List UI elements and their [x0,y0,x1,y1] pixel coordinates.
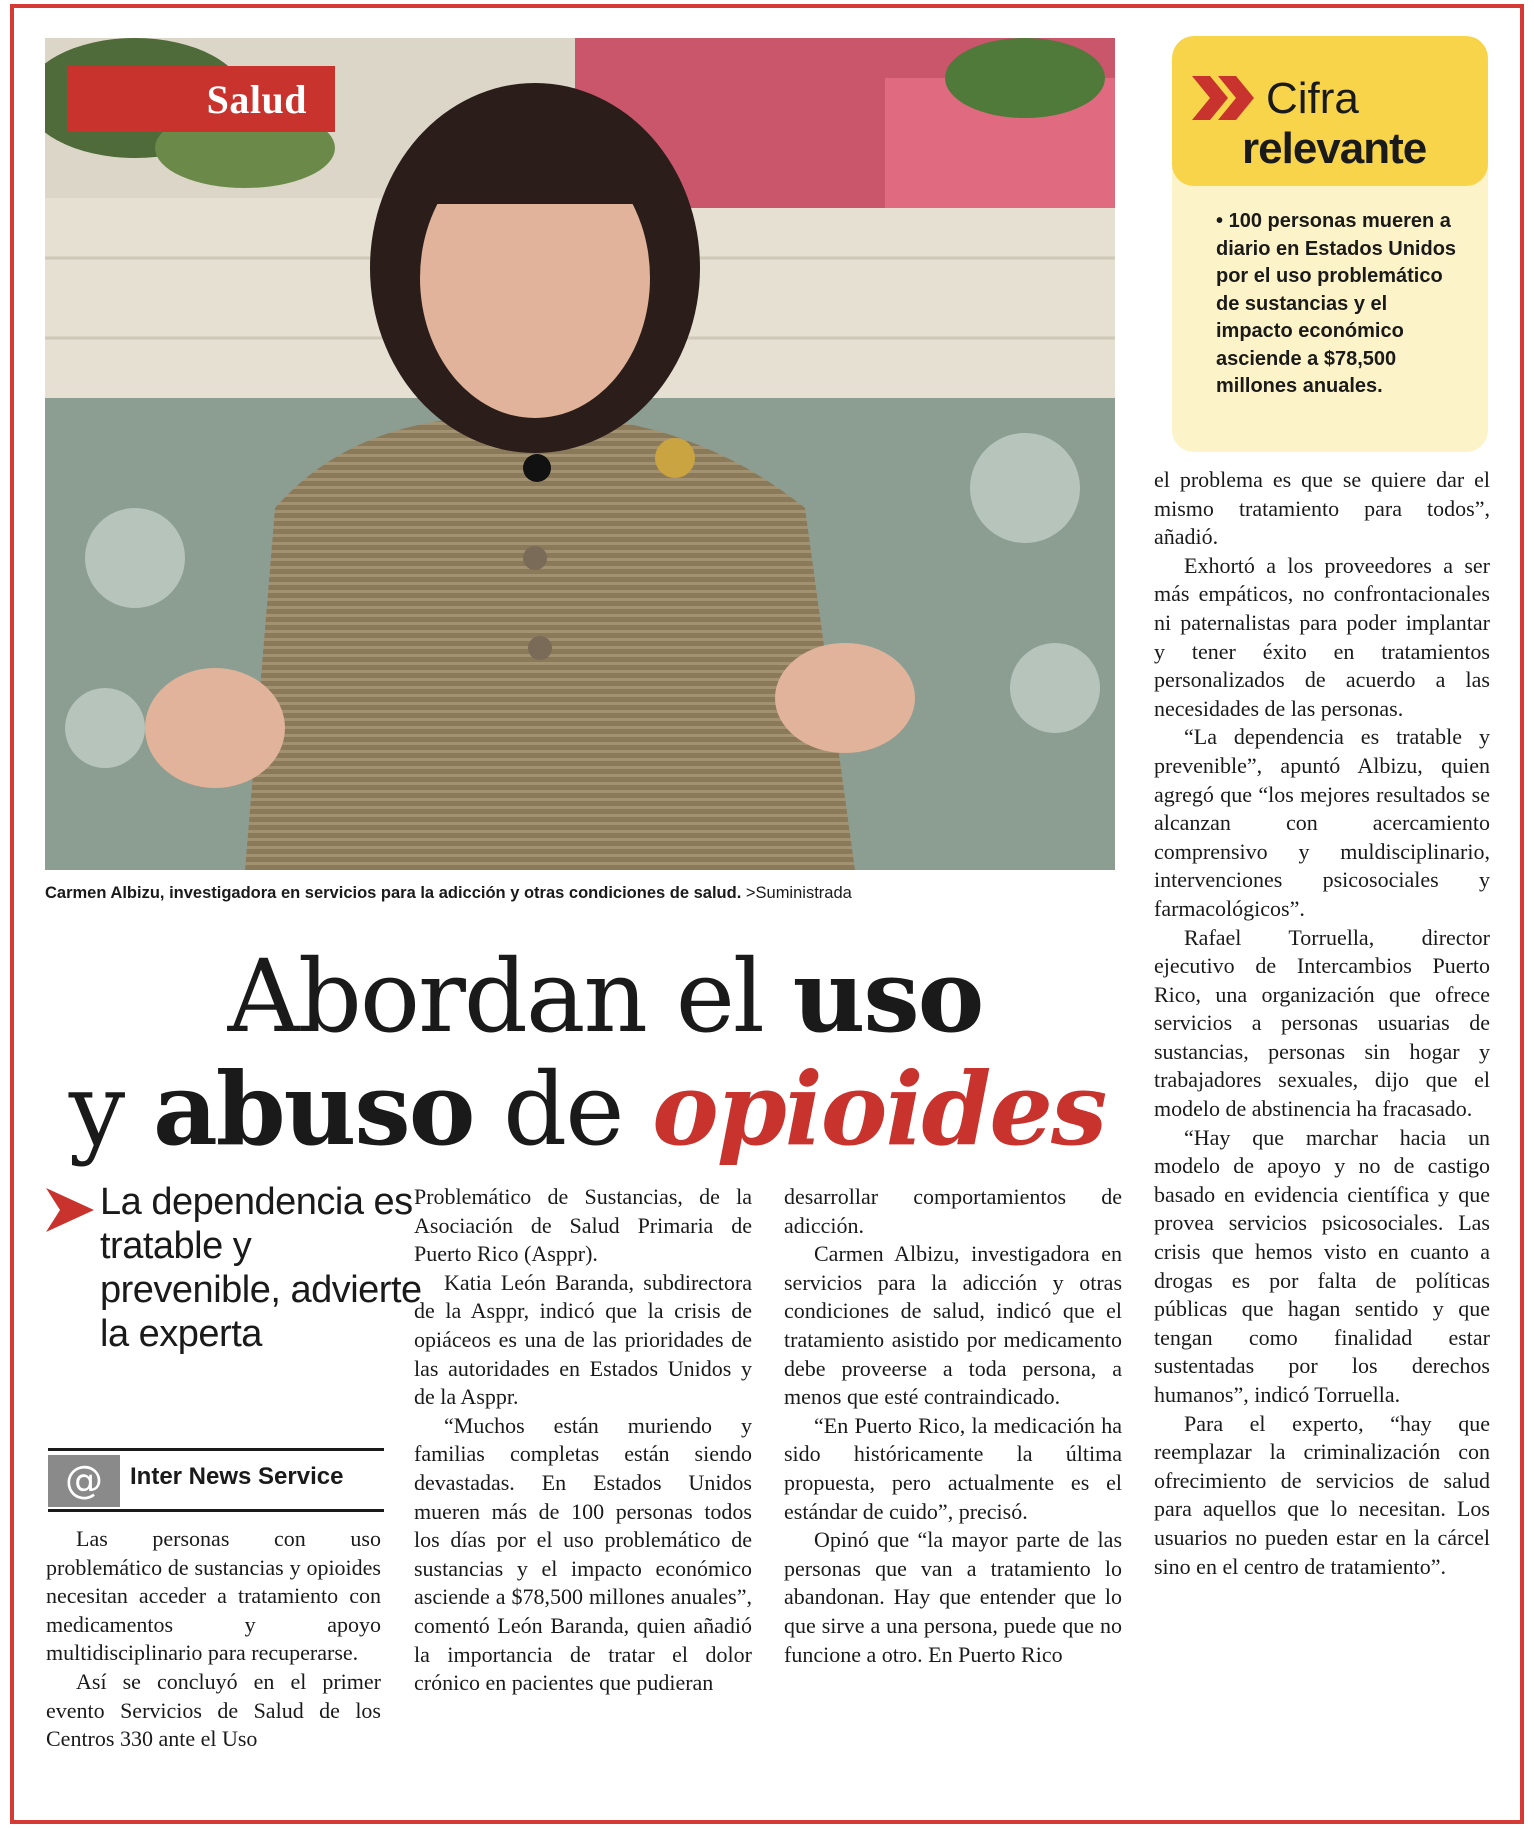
cifra-number: 100 [1228,210,1262,232]
cifra-bullet: • [1216,210,1224,232]
red-arrow-icon [46,1188,94,1232]
headline-line-2 [0,1050,1150,1168]
paragraph: Rafael Torruella, director ejecutivo de Intercambios Puerto Rico, una organización que ofrece servicios a personas usuarias de sustancias, personas sin hogar y trabajadores sexuales, dijo que el modelo de abstinencia ha fracasado. [1154,924,1490,1122]
double-chevron-icon [1192,76,1258,120]
at-icon: @ [48,1455,120,1507]
article-column-2 [414,1183,752,1698]
agency-credit [48,1448,384,1512]
headline-part: y [68,1051,153,1168]
paragraph: Opinó que “la mayor parte de las personas que van a tratamiento lo abandonan. Hay que entender que lo que sirve a una persona, puede que no funcione a otro. En Puerto Rico [784,1527,1122,1667]
headline-line-1 [0,937,1150,1055]
cifra-relevante-box [1172,36,1488,452]
subhead-text: La dependencia es tratable y prevenible, advierte la experta [100,1181,422,1355]
cifra-text-part: personas mueren a diario en Estados Unidos por el uso problemático de sustancias y el impacto económico asciende a [1216,210,1457,370]
article-column-4 [1154,466,1490,1581]
section-tag: Salud [67,66,335,132]
paragraph: “Muchos están muriendo y familias completas están siendo devastadas. En Estados Unidos mueren más de 100 personas todos los días por el uso problemático de sustancias y el impacto económico asciende a $78,500 millones anuales”, comentó León Baranda, quien añadió la importancia de tratar el dolor crónico en pacientes que pudieran [414,1412,752,1696]
paragraph: Katia León Baranda, subdirectora de la Asppr, indicó que la crisis de opiáceos es una de las prioridades de las autoridades en Estados Unidos y de la Asppr. [414,1269,752,1410]
paragraph: el problema es que se quiere dar el mismo tratamiento para todos”, añadió. [1154,467,1490,550]
agency-name: Inter News Service [130,1463,344,1490]
photo-illustration [45,38,1115,870]
cifra-text [1216,208,1466,401]
headline [0,937,1150,1168]
paragraph: Las personas con uso problemático de sustancias y opioides necesitan acceder a tratamiento con medicamentos y apoyo multidisciplinario para recuperarse. [46,1526,381,1666]
caption-text: Carmen Albizu, investigadora en servicios para la adicción y otras condiciones de salud. [45,884,742,902]
paragraph: Exhortó a los proveedores a ser más empáticos, no confrontacionales ni paternalistas para poder implantar y tener éxito en tratamientos personalizados de acuerdo a las necesidades de las personas. [1154,552,1490,721]
headline-part: de [473,1051,653,1168]
cifra-title-1: Cifra [1266,74,1359,123]
paragraph: “La dependencia es tratable y prevenible”, apuntó Albizu, quien agregó que “los mejores resultados se alcanzan con acercamiento comprensivo y muldisciplinario, intervenciones psicosociales y farmacológicos”. [1154,724,1490,921]
portrait-photo [45,38,1115,870]
article-column-1 [46,1525,381,1754]
headline-part: Abordan el [227,938,793,1055]
paragraph: Para el experto, “hay que reemplazar la criminalización con ofrecimiento de servicios de salud para aquellos que lo necesitan. Los usuarios no pueden estar en la cárcel sino en el centro de tratamiento”. [1154,1410,1490,1579]
article-column-3 [784,1183,1122,1669]
cifra-title-2: relevante [1242,124,1427,173]
cifra-number: $78,500 [1323,347,1397,370]
paragraph: Problemático de Sustancias, de la Asociación de Salud Primaria de Puerto Rico (Asppr). [414,1184,752,1267]
paragraph: desarrollar comportamientos de adicción. [784,1184,1122,1238]
paragraph: “En Puerto Rico, la medicación ha sido históricamente la última propuesta, pero actualmente es el estándar de cuido”, precisó. [784,1412,1122,1524]
paragraph: Así se concluyó en el primer evento Servicios de Salud de los Centros 330 ante el Uso [46,1668,381,1752]
headline-part: abuso [152,1050,474,1168]
photo-caption [45,884,1125,903]
caption-credit: >Suministrada [745,884,852,902]
cifra-text-part: millones anuales. [1216,375,1383,397]
headline-part: uso [792,937,983,1055]
paragraph: “Hay que marchar hacia un modelo de apoyo y no de castigo basado en evidencia científica y que provea servicios psicosociales. Las crisis que hemos visto en cuanto a drogas es por falta de políticas públicas que hagan sentido y que tengan como finalidad estar sustentadas por los derechos humanos”, indicó Torruella. [1154,1124,1490,1407]
paragraph: Carmen Albizu, investigadora en servicios para la adicción y otras condiciones de salud, indicó que el tratamiento asistido por medicamento debe proveerse a toda persona, a menos que esté contraindicado. [784,1241,1122,1410]
cifra-header [1172,36,1488,186]
headline-part: opioides [652,1050,1106,1168]
